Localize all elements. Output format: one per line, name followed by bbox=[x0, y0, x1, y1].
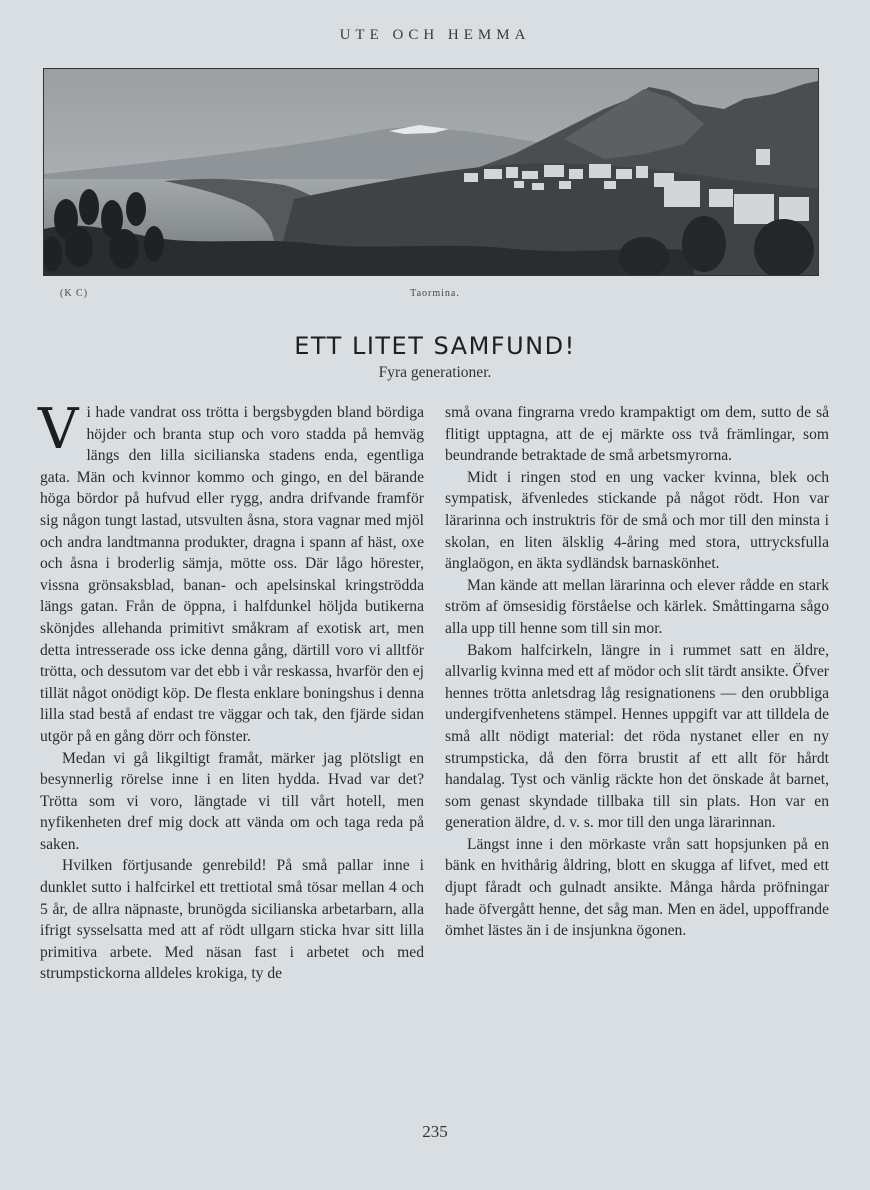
paragraph: Hvilken förtjusande genrebild! På små pallar inne i dunklet sutto i halfcirkel ett trettiotal små tösar mellan 4 och 5 år, de allra näpnaste, brunögda sicilianska arbetarbarn, alla ifrigt sysselsatta med att af rödt ullgarn sticka hvar sitt lilla primitiva arbete. Med näsan fast i arbetet och med strumpstickorna alldeles krokiga, ty de bbox=[40, 857, 424, 983]
text-column-left bbox=[38, 397, 424, 985]
photo-credit: (K C) bbox=[60, 288, 89, 299]
paragraph: små ovana fingrarna vredo krampaktigt om dem, sutto de så flitigt upptagna, att de ej märkte oss två främlingar, som beundrande betraktade de små arbetsmyrorna. bbox=[445, 404, 829, 465]
paragraph: Medan vi gå likgiltigt framåt, märker jag plötsligt en besynnerlig rörelse inne i en liten hydda. Hvad var det? Trötta som vi voro, längtade vi till vårt hotell, men nyfikenheten dref mig dock att vända om och taga reda på saken. bbox=[40, 749, 424, 853]
paragraph-text: i hade vandrat oss trötta i bergsbygden bland bördiga höjder och branta stup och voro stadda på hemväg längs den lilla sicilianska stadens enda, egentliga gata. Män och kvinnor kommo och gingo, en del bärande höga bördor på hufvud eller rygg, andra drifvande framför sig någon tungt lastad, utsvulten åsna, stora vagnar med mjöl och andra landtmanna produkter, dragna i spann af häst, oxe och åsna i broderlig sämja, mötte oss. Där lågo hörester, vissna grönsaksblad, banan- och apelsinskal kringströdda längs gatan. Från de öppna, i halfdunkel höljda butikerna skönjdes allehanda primitivt småkram af exotisk art, men detta intresserade oss icke denna gång, därtill voro vi alltför trötta, och dessutom var det ebb i vår reskassa, hvarför den ej tillät något onödigt köp. De flesta enklare boningshus i denna lilla stad bestå af endast tre väggar och tak, den fjärde sidan utgör på en gång dörr och fönster. bbox=[40, 404, 424, 745]
paragraph: Man kände att mellan lärarinna och elever rådde en stark ström af ömsesidig förståelse och kärlek. Småttingarna sågo alla upp till henne som till sin mor. bbox=[445, 576, 829, 637]
paragraph: Midt i ringen stod en ung vacker kvinna, blek och sympatisk, äfvenledes stickande på något rödt. Hon var lärarinna och instruktris för de små och mor till den minsta i skolan, en liten älsklig 4-åring med stora, uttrycksfulla änglaögon, en äkta sydländsk barnaskönhet. bbox=[445, 468, 829, 573]
photo-caption: Taormina. bbox=[410, 288, 460, 299]
paragraph: Bakom halfcirkeln, längre in i rummet satt en äldre, allvarlig kvinna med ett af mödor och slit tärdt ansikte. Öfver hennes trötta anletsdrag låg resignationens — den orubbliga undergifvenhetens stämpel. Hennes uppgift var att tilldela de små allt nödigt material: det röda nystanet eller en ny strumpsticka, då den förra brustit af ett allt för hårdt handalag. Tyst och vänlig räckte hon det önskade åt barnet, som genast skyndade tillbaka till sin plats. Hon var en generation äldre, d. v. s. mor till den unga lärarinnan. bbox=[445, 641, 829, 832]
page-number: 235 bbox=[422, 1122, 448, 1141]
running-head: UTE OCH HEMMA bbox=[339, 27, 531, 43]
article-subtitle: Fyra generationer. bbox=[378, 364, 492, 381]
paragraph bbox=[38, 397, 424, 748]
drop-cap: V bbox=[38, 397, 79, 462]
article-title: ETT LITET SAMFUND! bbox=[294, 332, 576, 361]
paragraph: Längst inne i den mörkaste vrån satt hopsjunken på en bänk en hvithårig åldring, blott en skugga af lifvet, med ett djupt fåradt och gulnadt ansikte. Många hårda pröfningar hade öfvergått henne, det såg man. Men en ädel, uppoffrande ömhet lästes än i de insjunkna ögonen. bbox=[445, 835, 829, 940]
text-column-right bbox=[445, 402, 829, 942]
taormina-photo bbox=[43, 68, 819, 276]
